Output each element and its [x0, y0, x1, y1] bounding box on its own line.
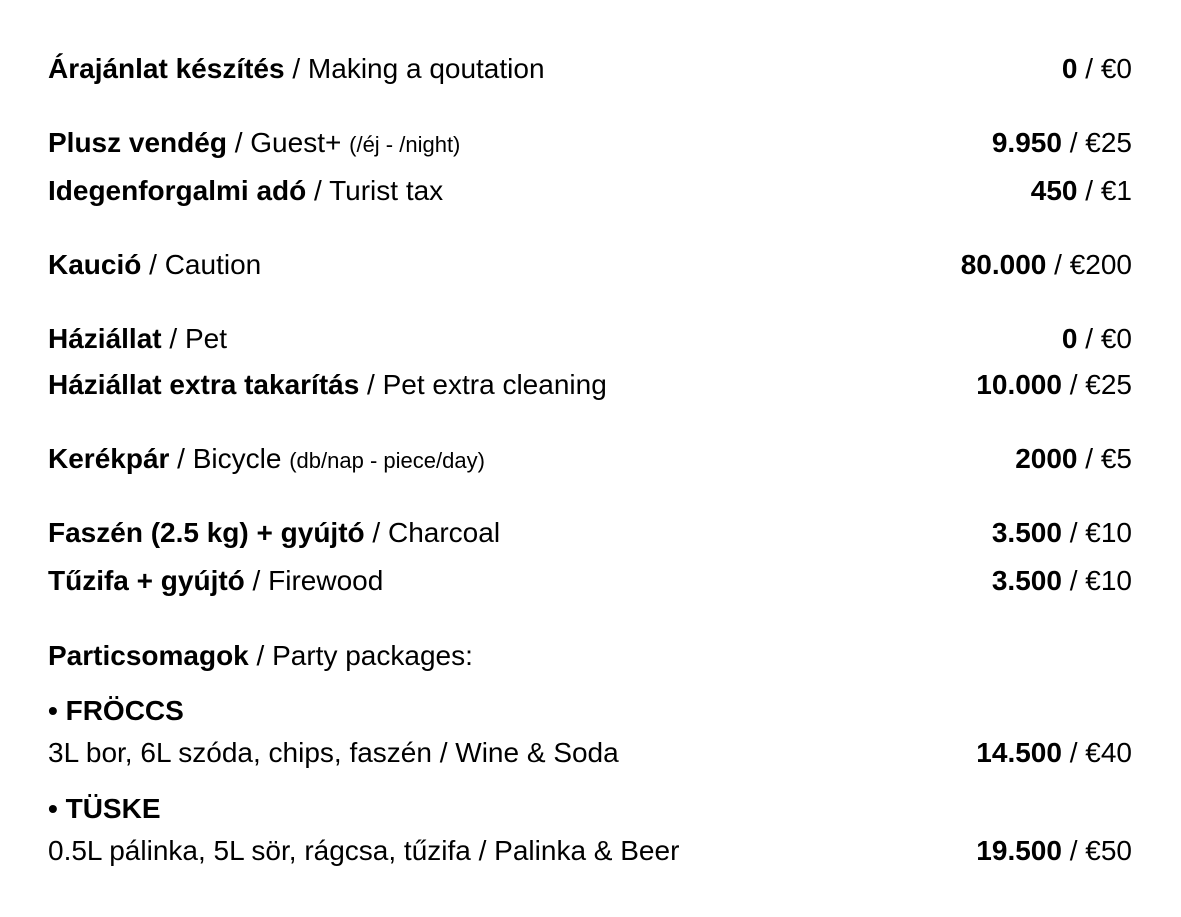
package-name: FRÖCCS — [65, 695, 184, 726]
item-name-en: Bicycle — [192, 443, 282, 474]
section-title-hu: Particsomagok — [48, 640, 249, 671]
item-name-hu: Kaució — [48, 249, 142, 280]
price-huf: 2000 — [1015, 443, 1078, 474]
price-huf: 10.000 — [976, 369, 1062, 400]
item-price: 80.000 / €200 — [960, 249, 1132, 280]
item-price: 2000 / €5 — [1015, 443, 1132, 474]
item-name-hu: Háziállat extra takarítás — [48, 369, 360, 400]
party-packages-heading — [48, 639, 1132, 673]
price-huf: 450 — [1030, 175, 1078, 206]
item-label: Idegenforgalmi adó / Turist tax — [48, 175, 444, 206]
price-eur: €5 — [1100, 443, 1132, 474]
item-name-en: Making a qoutation — [307, 53, 545, 84]
price-row-firewood — [48, 564, 1132, 598]
item-name-en: Turist tax — [329, 175, 444, 206]
item-name-hu: Árajánlat készítés — [48, 53, 285, 84]
item-price: 0 / €0 — [1061, 53, 1132, 84]
item-name-en: Caution — [164, 249, 262, 280]
price-row-pet-cleaning — [48, 368, 1132, 402]
price-huf: 0 — [1061, 323, 1078, 354]
price-eur: €25 — [1085, 369, 1132, 400]
item-label: Tűzifa + gyújtó / Firewood — [48, 565, 384, 596]
bullet-icon: • — [48, 793, 58, 824]
price-row-guest — [48, 126, 1132, 162]
price-row-quotation — [48, 52, 1132, 86]
item-price: 9.950 / €25 — [991, 127, 1132, 158]
item-name-hu: Háziállat — [48, 323, 162, 354]
item-price: 450 / €1 — [1030, 175, 1132, 206]
item-price: 19.500 / €50 — [976, 835, 1132, 866]
price-eur: €25 — [1085, 127, 1132, 158]
price-row-charcoal — [48, 516, 1132, 550]
item-name-en: Guest+ — [250, 127, 342, 158]
item-label: Faszén (2.5 kg) + gyújtó / Charcoal — [48, 517, 501, 548]
price-eur: €0 — [1100, 53, 1132, 84]
price-eur: €10 — [1085, 565, 1132, 596]
package-name: TÜSKE — [65, 793, 161, 824]
item-label: Kaució / Caution — [48, 249, 262, 280]
item-name-hu: Kerékpár — [48, 443, 170, 474]
price-eur: €50 — [1085, 835, 1132, 866]
item-note: (db/nap - piece/day) — [289, 448, 485, 473]
price-row-caution — [48, 248, 1132, 282]
item-price: 0 / €0 — [1061, 323, 1132, 354]
package-row-tuske — [48, 834, 1132, 868]
bullet-icon: • — [48, 695, 58, 726]
package-title-froccs — [48, 694, 184, 728]
price-eur: €1 — [1100, 175, 1132, 206]
price-huf: 9.950 — [991, 127, 1062, 158]
price-huf: 3.500 — [991, 517, 1062, 548]
section-title-en: Party packages: — [272, 640, 473, 671]
price-huf: 19.500 — [976, 835, 1062, 866]
item-name-en: Pet extra cleaning — [382, 369, 607, 400]
price-huf: 3.500 — [991, 565, 1062, 596]
item-price: 14.500 / €40 — [976, 737, 1132, 768]
price-huf: 80.000 — [960, 249, 1047, 280]
price-huf: 0 — [1061, 53, 1078, 84]
price-row-tourist-tax — [48, 174, 1132, 208]
item-price: 3.500 / €10 — [991, 517, 1132, 548]
package-row-froccs — [48, 736, 1132, 770]
item-label: Árajánlat készítés / Making a qoutation — [48, 53, 545, 84]
item-name-en: Firewood — [268, 565, 384, 596]
price-eur: €40 — [1085, 737, 1132, 768]
item-note: (/éj - /night) — [349, 132, 461, 157]
item-label: Háziállat / Pet — [48, 323, 227, 354]
item-name-en: Charcoal — [387, 517, 501, 548]
item-price: 10.000 / €25 — [976, 369, 1132, 400]
item-name-hu: Idegenforgalmi adó — [48, 175, 307, 206]
item-label: Plusz vendég / Guest+ (/éj - /night) — [48, 127, 461, 158]
item-name-hu: Plusz vendég — [48, 127, 227, 158]
item-name-hu: Tűzifa + gyújtó — [48, 565, 245, 596]
package-title-tuske — [48, 792, 161, 826]
price-eur: €200 — [1069, 249, 1132, 280]
price-eur: €10 — [1085, 517, 1132, 548]
item-price: 3.500 / €10 — [991, 565, 1132, 596]
price-row-bicycle — [48, 442, 1132, 478]
package-description: 0.5L pálinka, 5L sör, rágcsa, tűzifa / Palinka & Beer — [48, 835, 680, 866]
price-huf: 14.500 — [976, 737, 1062, 768]
price-eur: €0 — [1100, 323, 1132, 354]
item-name-hu: Faszén (2.5 kg) + gyújtó — [48, 517, 365, 548]
item-label: Kerékpár / Bicycle (db/nap - piece/day) — [48, 443, 485, 474]
section-title: Particsomagok / Party packages: — [48, 640, 473, 671]
item-name-en: Pet — [184, 323, 227, 354]
package-description: 3L bor, 6L szóda, chips, faszén / Wine & Soda — [48, 737, 619, 768]
item-label: Háziállat extra takarítás / Pet extra cleaning — [48, 369, 607, 400]
price-row-pet — [48, 322, 1132, 356]
